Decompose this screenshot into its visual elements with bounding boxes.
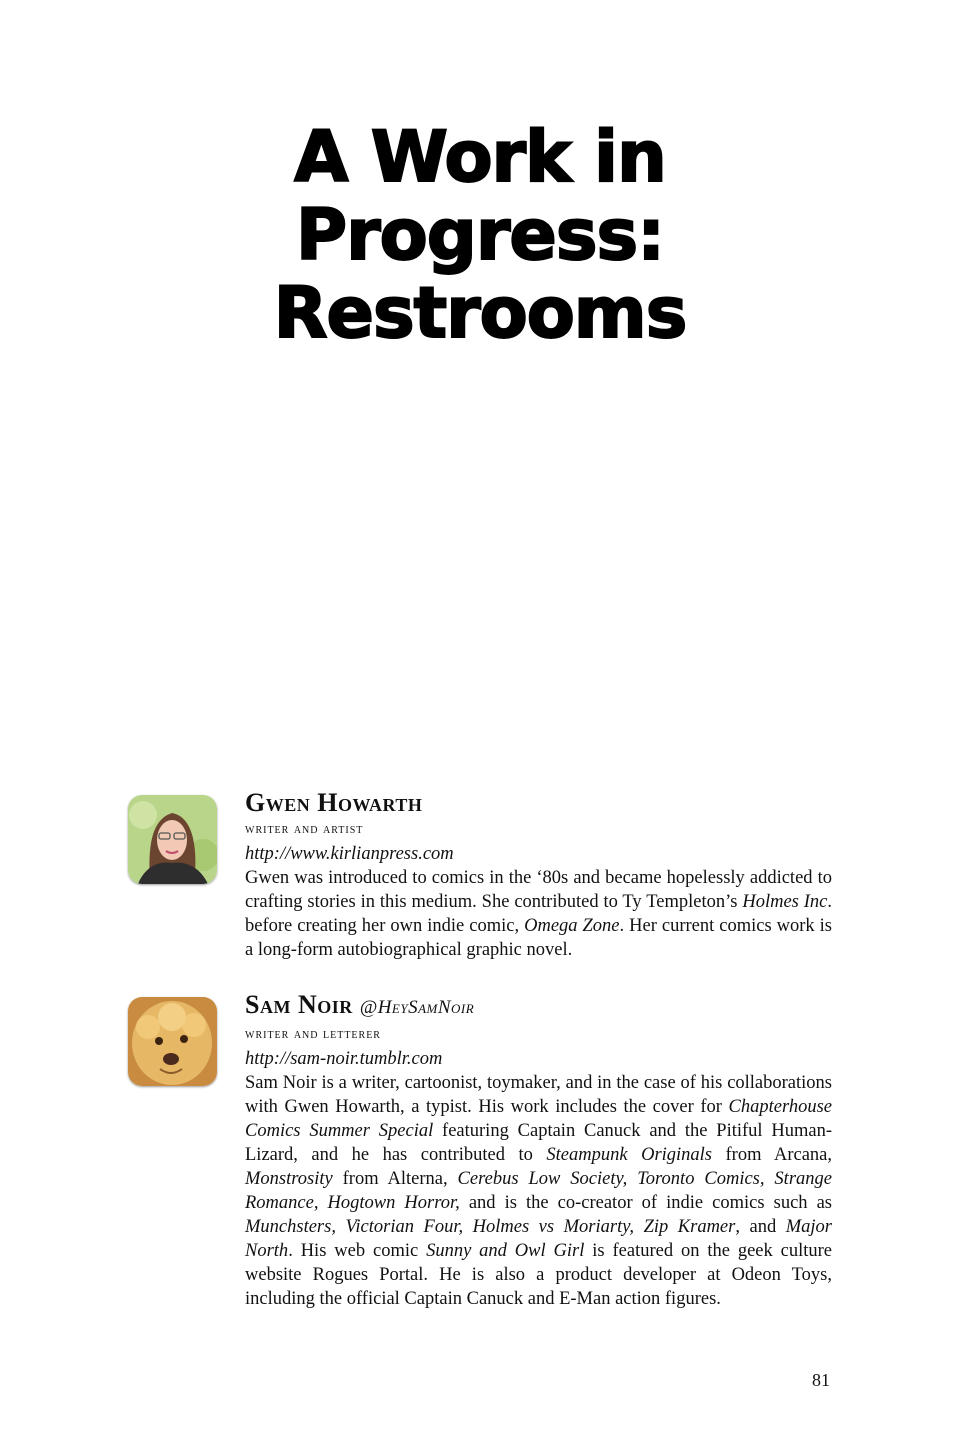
bio-text: Gwen was introduced to comics in the ‘80s and became hopelessly addicted to crafting stories in this medium. She contributed to Ty Templeton’s [245, 868, 832, 912]
bio-text: is featured on the geek culture website Rogues Portal. He is also a product developer at Odeon Toys, including the official Captain Canuck and E-Man action figures. [245, 1241, 832, 1309]
avatar-sam-noir [128, 997, 217, 1086]
twitter-handle[interactable]: @HeySamNoir [359, 997, 475, 1018]
contributor-role: writer and artist [245, 822, 364, 837]
bio-text: from Arcana, [712, 1145, 832, 1165]
bio-text: Sam Noir is a writer, cartoonist, toymaker, and in the case of his collaborations with Gwen Howarth, a typist. His work includes the cover for [245, 1073, 832, 1117]
contributor-gwen-howarth [245, 788, 832, 962]
page-number: 81 [812, 1370, 830, 1390]
dog-portrait-icon [128, 997, 217, 1086]
bio-title-italic: Munchsters, Victorian Four, Holmes vs Moriarty, Zip Kramer [245, 1217, 736, 1237]
contributor-url-link[interactable]: http://sam-noir.tumblr.com [245, 1049, 443, 1069]
bio-title-italic: Steampunk Originals [546, 1145, 713, 1165]
bio-text: featuring Captain Canuck and the Pitiful Human-Lizard, and he has contributed to [245, 1121, 832, 1165]
chapter-title-line-3: Restrooms [273, 272, 687, 354]
bio-title-italic: Monstrosity [245, 1169, 333, 1189]
bio-title-italic: Omega Zone [524, 916, 620, 936]
bio-text: . Her current comics work is a long-form autobiographical graphic novel. [245, 916, 833, 960]
bio-text: . before creating her own indie comic, [245, 892, 832, 936]
contributor-url-link[interactable]: http://www.kirlianpress.com [245, 844, 454, 864]
contributor-role: writer and letterer [245, 1027, 381, 1042]
chapter-title [0, 118, 960, 352]
bio-title-italic: Holmes Inc [742, 892, 828, 912]
contributor-name-text: Gwen Howarth [245, 788, 423, 817]
avatar-gwen-howarth [128, 795, 217, 884]
bio-title-italic: Major North [245, 1217, 832, 1261]
contributor-name [245, 990, 832, 1023]
bio-text: . His web comic [288, 1241, 427, 1261]
bio-title-italic: Sunny and Owl Girl [426, 1241, 585, 1261]
contributor-bio [245, 866, 832, 962]
contributor-bio [245, 1071, 832, 1311]
bio-title-italic: Cerebus Low Society, Toronto Comics, Strange Romance, Hogtown Horror, [245, 1169, 832, 1213]
chapter-title-line-2: Progress: [295, 194, 665, 276]
bio-text: from Alterna, [332, 1169, 458, 1189]
chapter-title-line-1: A Work in [294, 116, 666, 198]
bio-text: and is the co-creator of indie comics such as [459, 1193, 832, 1213]
bio-title-italic: Chapterhouse Comics Summer Special [245, 1097, 832, 1141]
woman-with-glasses-portrait-icon [128, 795, 217, 884]
contributor-name [245, 788, 832, 818]
contributor-name-text: Sam Noir [245, 990, 353, 1019]
bio-text: , and [735, 1217, 786, 1237]
contributor-sam-noir [245, 990, 832, 1311]
